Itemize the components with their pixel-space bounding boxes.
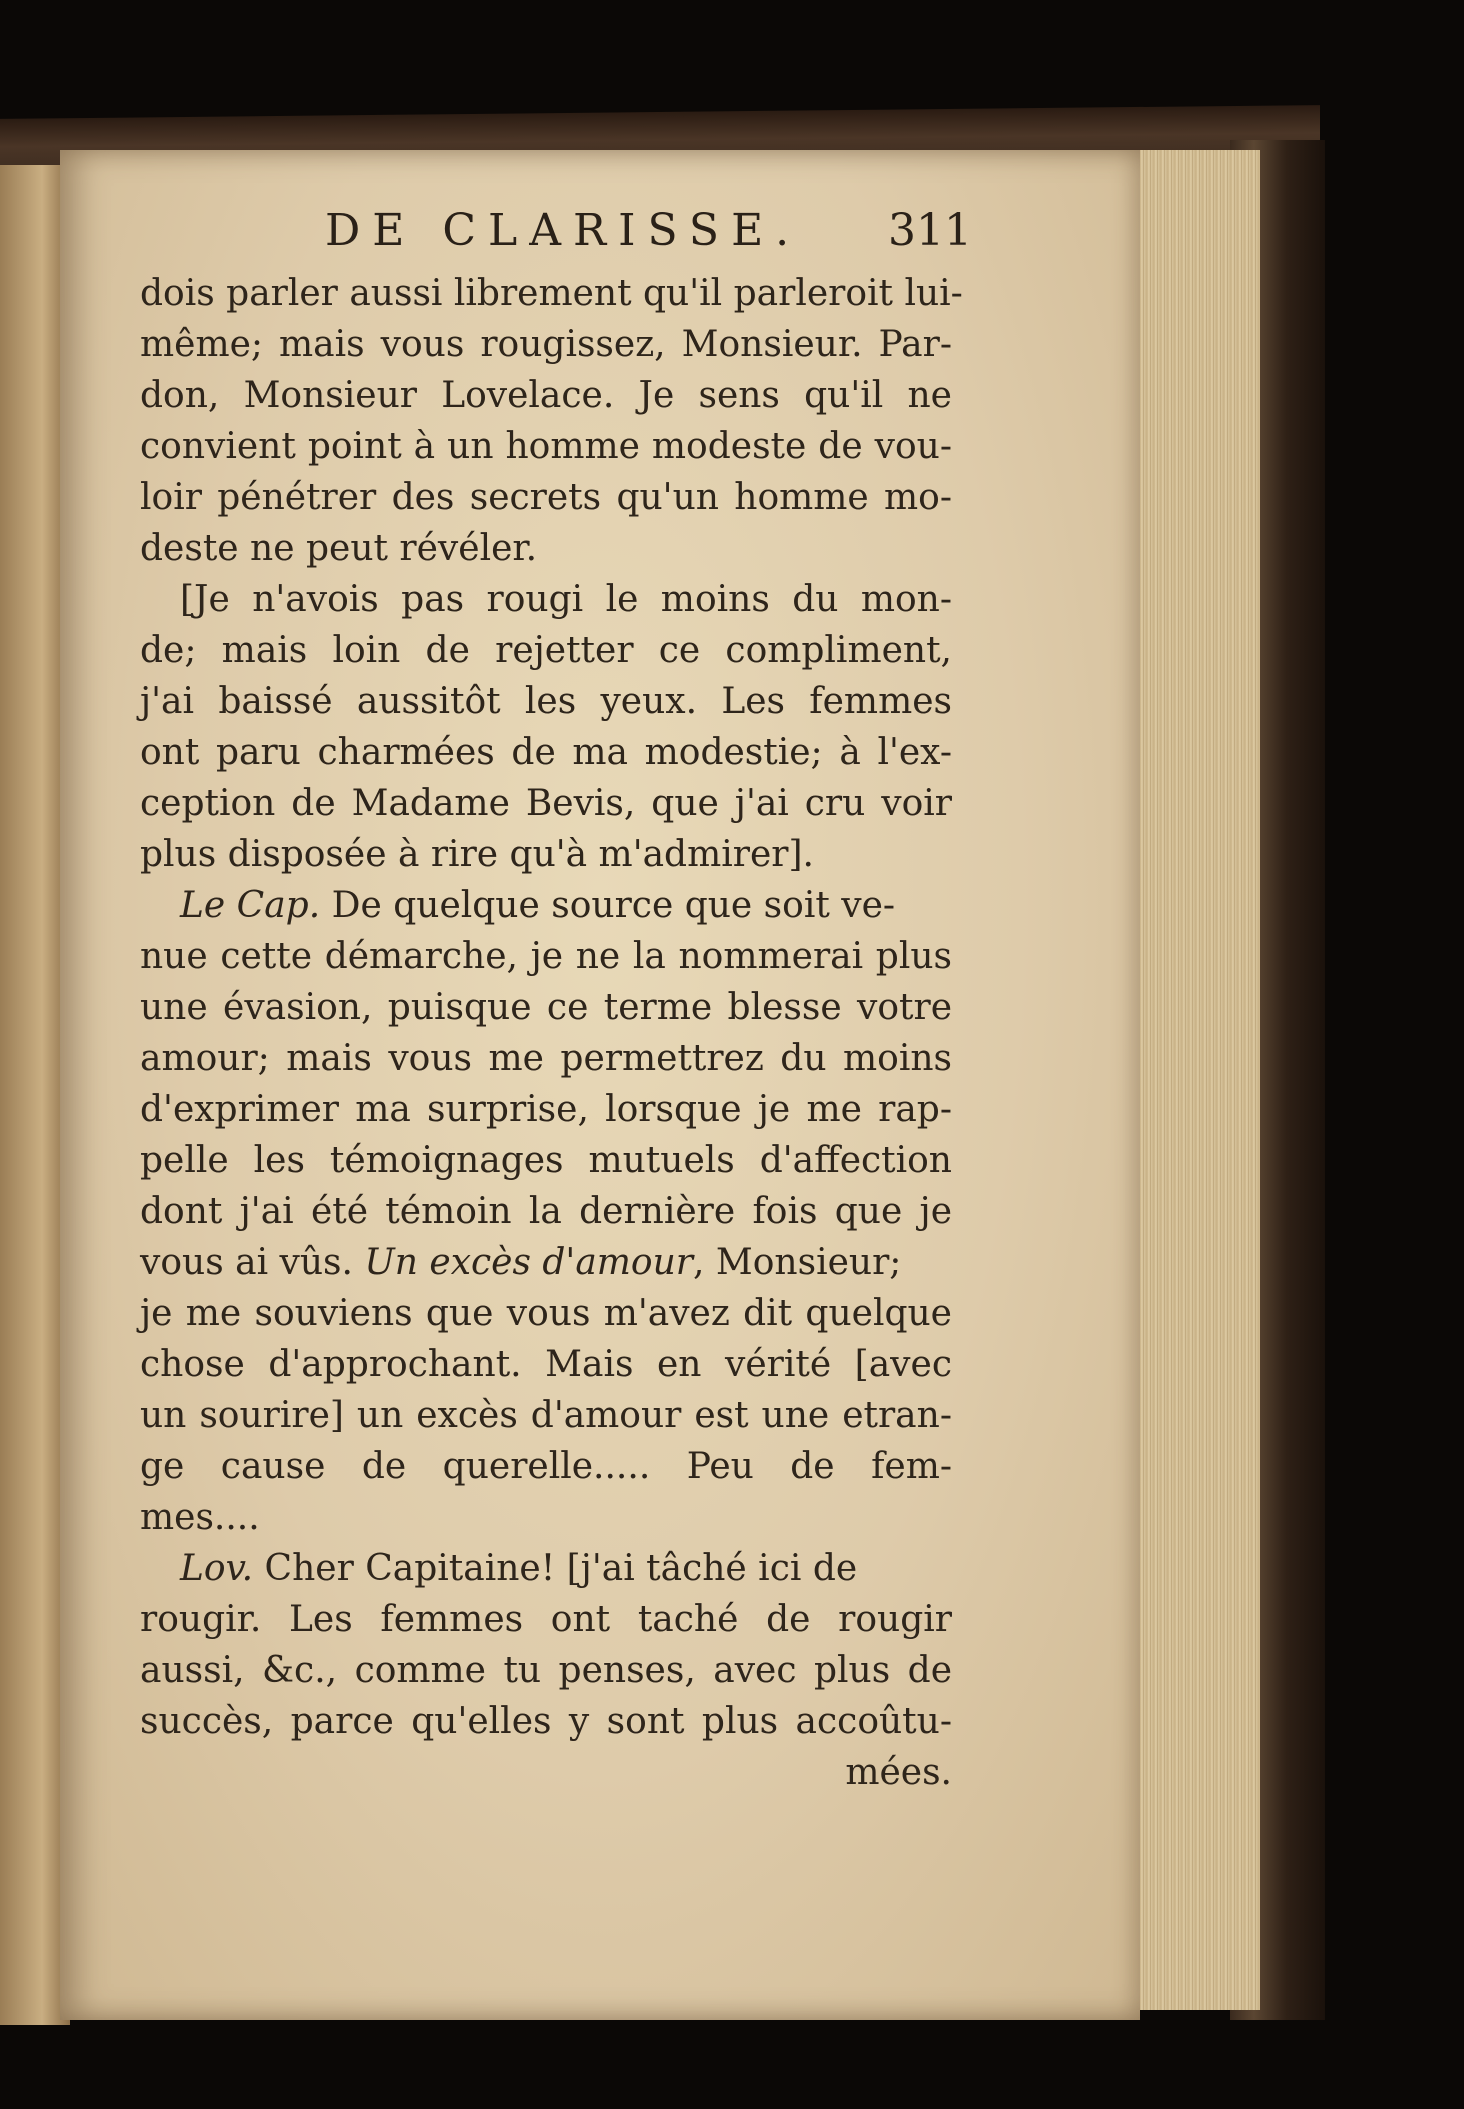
text-line: d'exprimer ma surprise, lorsque je me rap-	[140, 1089, 952, 1130]
text-line: plus disposée à rire qu'à m'admirer].	[140, 834, 814, 875]
text-line: ge cause de querelle..... Peu de fem-	[140, 1446, 952, 1487]
text-line: pelle les témoignages mutuels d'affection	[140, 1140, 952, 1181]
text-span: vous ai vûs.	[140, 1242, 365, 1283]
text-line	[140, 1543, 952, 1594]
text-line: nue cette démarche, je ne la nommerai plus	[140, 936, 952, 977]
italic-phrase: Un excès d'amour	[364, 1242, 693, 1283]
text-line: dont j'ai été témoin la dernière fois que je	[140, 1191, 952, 1232]
text-span: De quelque source que soit ve-	[320, 885, 896, 926]
text-line: aussi, &c., comme tu penses, avec plus de	[140, 1650, 952, 1691]
running-head: DE CLARISSE.	[325, 205, 802, 256]
text-line: chose d'approchant. Mais en vérité [avec	[140, 1344, 952, 1385]
text-line: loir pénétrer des secrets qu'un homme mo-	[140, 477, 952, 518]
text-line: un sourire] un excès d'amour est une etran-	[140, 1395, 952, 1436]
text-line: ont paru charmées de ma modestie; à l'ex-	[140, 732, 952, 773]
text-line: je me souviens que vous m'avez dit quelque	[140, 1293, 952, 1334]
page-block-edges	[1130, 150, 1260, 2010]
text-line: mes....	[140, 1497, 260, 1538]
text-line: [Je n'avois pas rougi le moins du mon-	[180, 579, 952, 620]
text-line: dois parler aussi librement qu'il parleroit lui-	[140, 273, 963, 314]
text-line: une évasion, puisque ce terme blesse votre	[140, 987, 952, 1028]
text-line	[140, 880, 952, 931]
text-line: même; mais vous rougissez, Monsieur. Par-	[140, 324, 952, 365]
page-number: 311	[888, 205, 972, 256]
speaker-label: Le Cap.	[180, 885, 321, 926]
text-line: deste ne peut révéler.	[140, 528, 538, 569]
text-line	[140, 1237, 952, 1288]
text-line: convient point à un homme modeste de vou-	[140, 426, 952, 467]
speaker-label: Lov.	[180, 1548, 254, 1589]
catchword: mées.	[845, 1752, 952, 1793]
text-line: amour; mais vous me permettrez du moins	[140, 1038, 952, 1079]
text-line: de; mais loin de rejetter ce compliment,	[140, 630, 952, 671]
text-line: don, Monsieur Lovelace. Je sens qu'il ne	[140, 375, 952, 416]
body-text	[140, 268, 963, 1798]
text-line: succès, parce qu'elles y sont plus accoûtu-	[140, 1701, 952, 1742]
text-span: Cher Capitaine! [j'ai tâché ici de	[253, 1548, 858, 1589]
text-span: , Monsieur;	[693, 1242, 902, 1283]
text-line: j'ai baissé aussitôt les yeux. Les femmes	[140, 681, 952, 722]
text-line: rougir. Les femmes ont taché de rougir	[140, 1599, 952, 1640]
text-line: ception de Madame Bevis, que j'ai cru voir	[140, 783, 952, 824]
